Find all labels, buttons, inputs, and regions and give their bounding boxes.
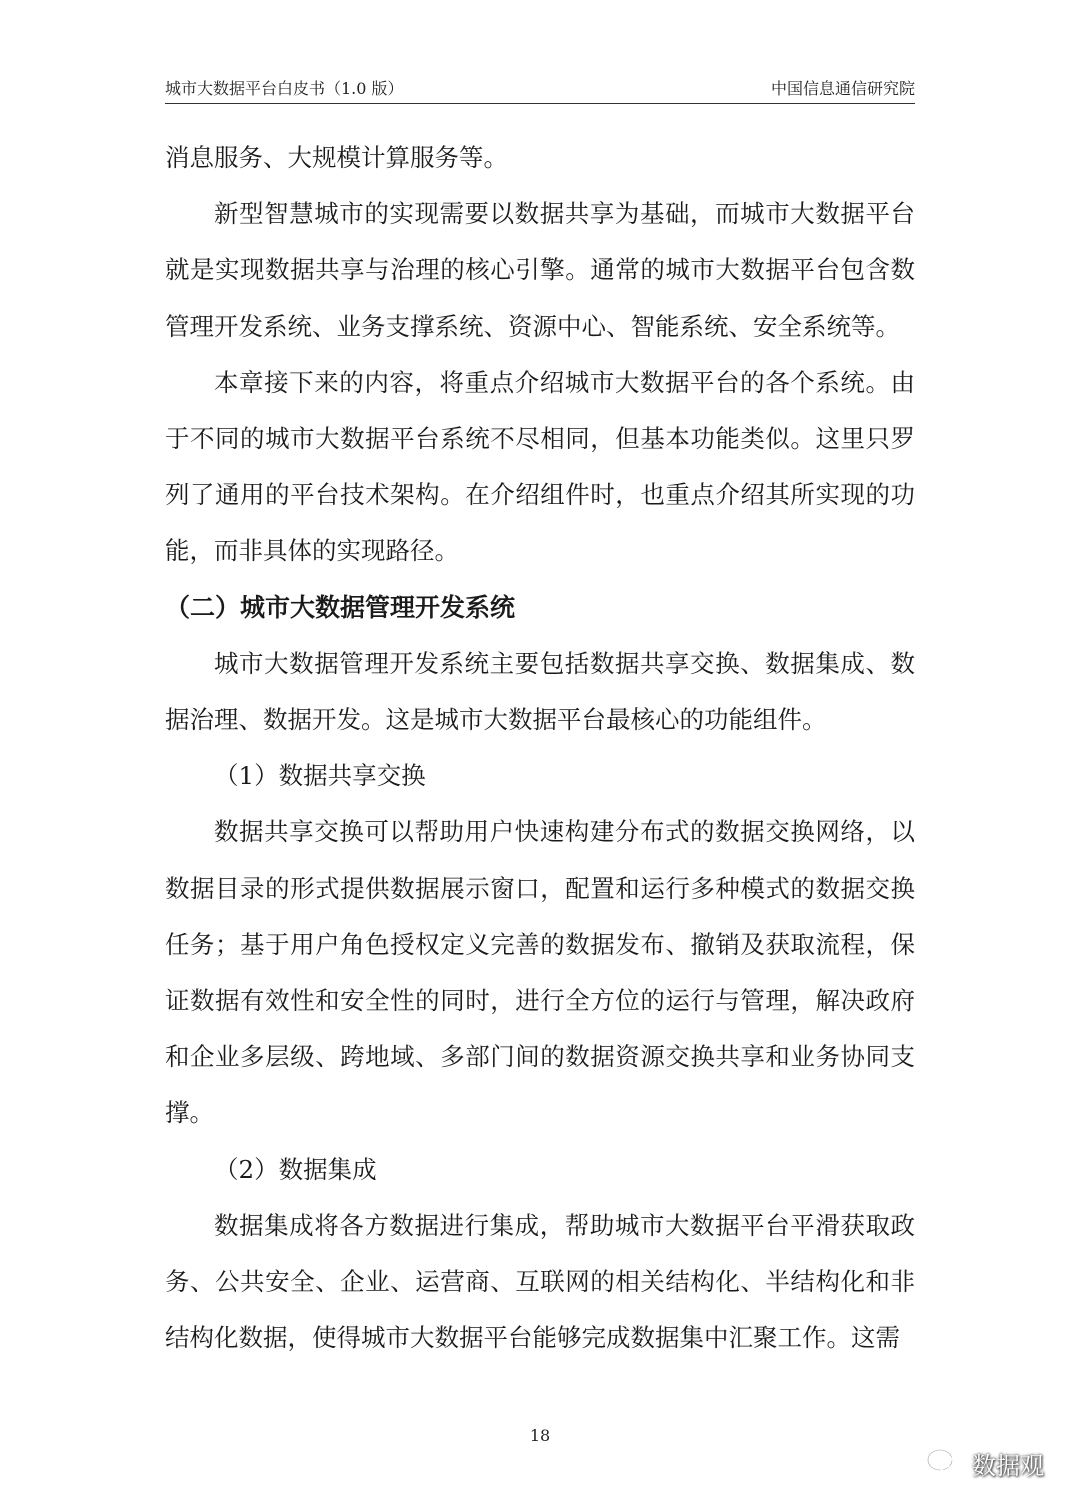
header-rule (165, 103, 915, 104)
watermark (926, 1446, 1044, 1480)
paragraph-system-overview: 城市大数据管理开发系统主要包括数据共享交换、数据集成、数据治理、数据开发。这是城市大数据平台最核心的功能组件。 (165, 648, 915, 735)
page-number: 18 (529, 1426, 551, 1445)
page-body (165, 130, 915, 1366)
paragraph-smart-city: 新型智慧城市的实现需要以数据共享为基础，而城市大数据平台就是实现数据共享与治理的核心引擎。通常的城市大数据平台包含数管理开发系统、业务支撑系统、资源中心、智能系统、安全系统等。 (165, 199, 915, 341)
section-heading: （二）城市大数据管理开发系统 (165, 592, 516, 622)
wechat-icon (926, 1447, 964, 1479)
header-organization: 中国信息通信研究院 (770, 79, 915, 98)
header-document-title: 城市大数据平台白皮书（1.0 版） (165, 79, 404, 98)
paragraph-chapter-intro: 本章接下来的内容，将重点介绍城市大数据平台的各个系统。由于不同的城市大数据平台系统不尽相同，但基本功能类似。这里只罗列了通用的平台技术架构。在介绍组件时，也重点介绍其所实现的功能，而非具体的实现路径。 (165, 367, 915, 566)
subheading-data-integration: （2）数据集成 (214, 1154, 377, 1184)
page-header (165, 76, 915, 100)
subheading-data-sharing: （1）数据共享交换 (214, 761, 426, 791)
paragraph-continuation: 消息服务、大规模计算服务等。 (165, 143, 508, 172)
watermark-text: 数据观 (972, 1451, 1044, 1480)
paragraph-data-sharing: 数据共享交换可以帮助用户快速构建分布式的数据交换网络，以数据目录的形式提供数据展示窗口，配置和运行多种模式的数据交换任务；基于用户角色授权定义完善的数据发布、撤销及获取流程，保证数据有效性和安全性的同时，进行全方位的运行与管理，解决政府和企业多层级、跨地域、多部门间的数据资源交换共享和业务协同支撑。 (165, 817, 915, 1128)
paragraph-data-integration: 数据集成将各方数据进行集成，帮助城市大数据平台平滑获取政务、公共安全、企业、运营商、互联网的相关结构化、半结构化和非结构化数据，使得城市大数据平台能够完成数据集中汇聚工作。这需 (165, 1210, 915, 1353)
